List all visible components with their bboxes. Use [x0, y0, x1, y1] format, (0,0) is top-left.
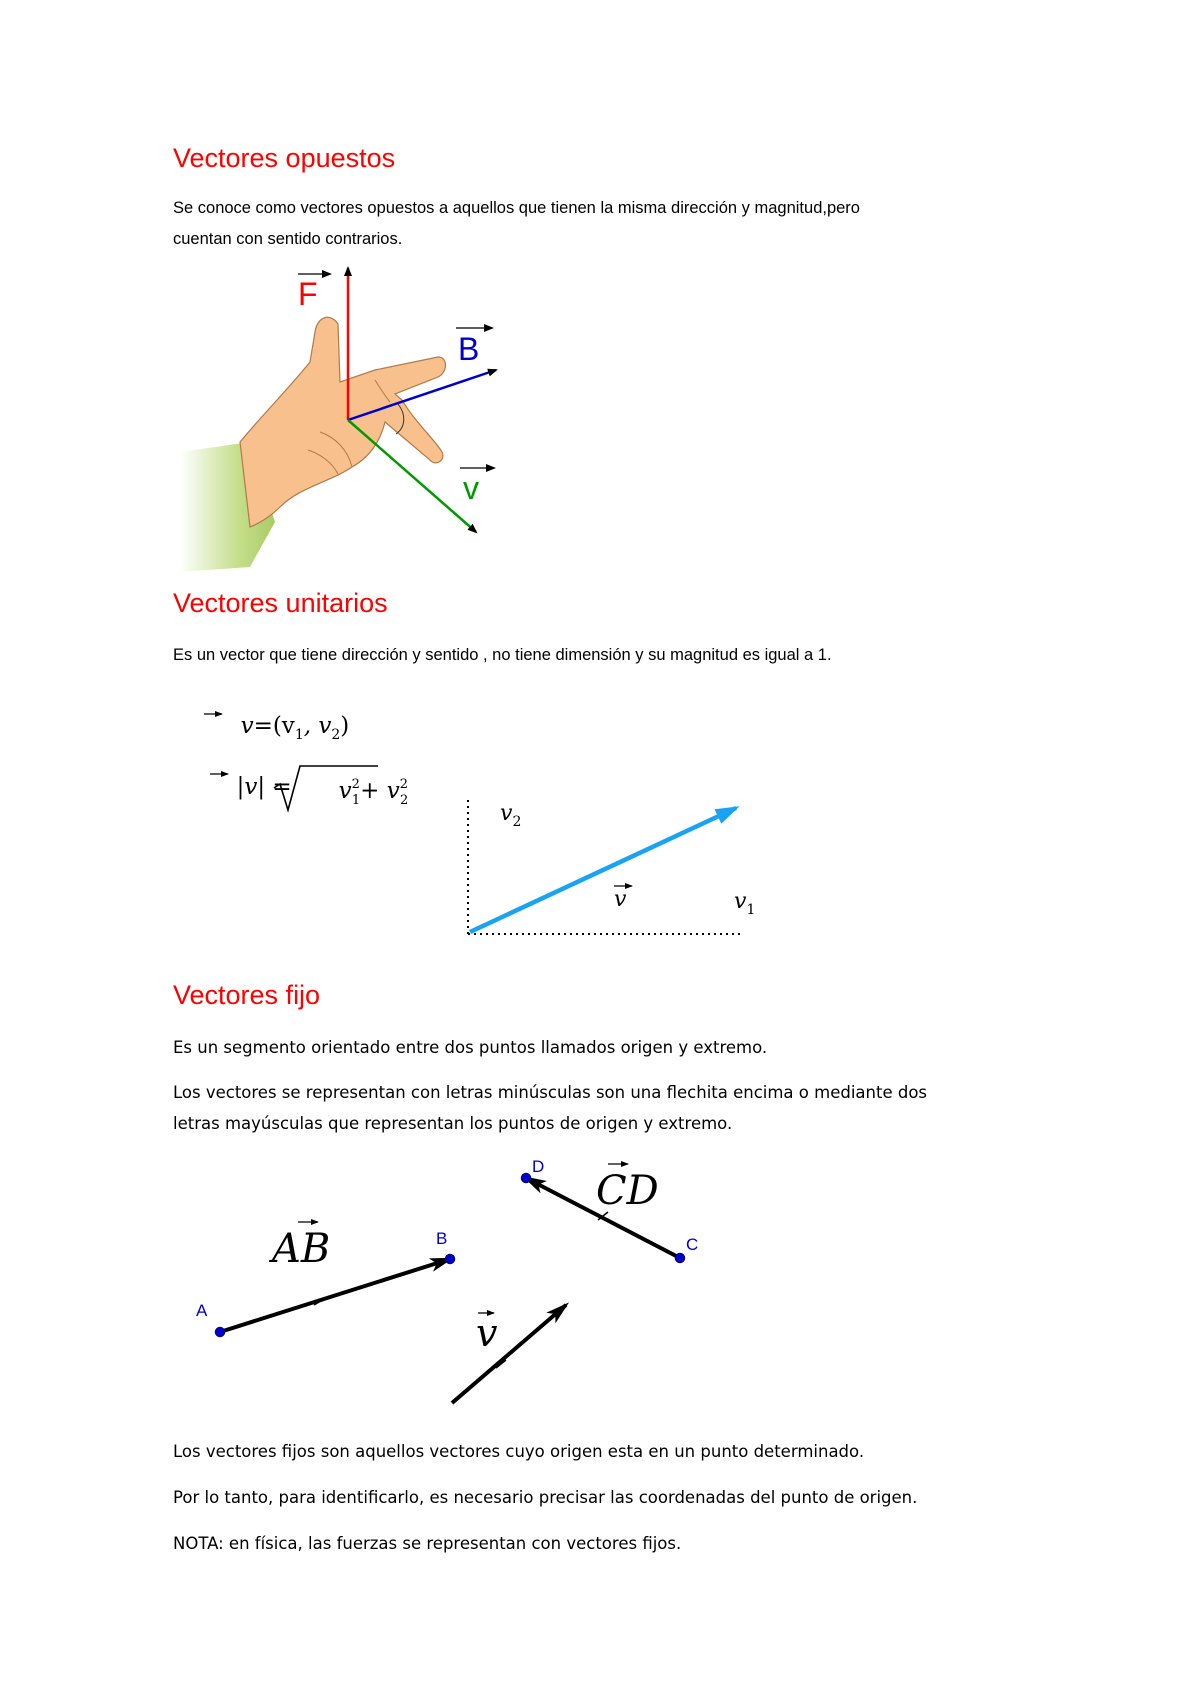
paragraph-fijo-3: Los vectores fijos son aquellos vectores cuyo origen esta en un punto determinado. — [173, 1442, 865, 1461]
point-c-label: C — [686, 1235, 699, 1254]
unit-vector-diagram — [458, 786, 758, 942]
point-c-dot — [675, 1253, 685, 1263]
formula-def: $v=(v_1$, $v_2$) — [240, 713, 350, 743]
heading-vectores-opuestos: Vectores opuestos — [173, 143, 396, 173]
paragraph-fijo-5: NOTA: en física, las fuerzas se representan con vectores fijos. — [173, 1534, 682, 1553]
label-f: F — [298, 276, 318, 312]
fixed-vectors-diagram — [190, 1150, 730, 1410]
label-v2: $v_2$ — [500, 801, 522, 830]
formula-magnitude: |v| = — [236, 774, 292, 800]
point-a-dot — [215, 1327, 225, 1337]
point-a-label: A — [196, 1301, 208, 1320]
heading-vectores-fijo: Vectores fijo — [173, 980, 321, 1010]
label-cd: CD — [596, 1168, 659, 1214]
unit-vector-formulas — [196, 700, 426, 830]
label-v1: $v_1$ — [734, 889, 756, 918]
point-d-dot — [521, 1173, 531, 1183]
label-ab: AB — [272, 1226, 331, 1272]
point-d-label: D — [532, 1157, 545, 1176]
paragraph-unitarios: Es un vector que tiene dirección y sentido , no tiene dimensión y su magnitud es igual a 1. — [173, 646, 832, 664]
label-b: B — [458, 331, 480, 367]
paragraph-fijo-1: Es un segmento orientado entre dos puntos llamados origen y extremo. — [173, 1038, 768, 1057]
paragraph-opuestos-line1: Se conoce como vectores opuestos a aquellos que tienen la misma dirección y magnitud,pero — [173, 199, 860, 217]
paragraph-fijo-2-line2: letras mayúsculas que representan los puntos de origen y extremo. — [173, 1114, 733, 1133]
unit-vector-arrow — [470, 808, 736, 932]
paragraph-opuestos-line2: cuentan con sentido contrarios. — [173, 230, 403, 248]
label-v: v — [463, 470, 479, 506]
paragraph-fijo-4: Por lo tanto, para identificarlo, es necesario precisar las coordenadas del punto de origen. — [173, 1488, 918, 1507]
vector-v-free-arrow — [452, 1305, 566, 1403]
paragraph-fijo-2-line1: Los vectores se representan con letras minúsculas son una flechita encima o mediante dos — [173, 1083, 928, 1102]
heading-vectores-unitarios: Vectores unitarios — [173, 588, 388, 618]
svg-text:v21+ v22: $v^2$ $1+ v^2$ 2 — [338, 777, 409, 808]
point-b-label: B — [436, 1229, 448, 1248]
vector-ab-arrow — [220, 1259, 450, 1332]
hand-rule-figure — [180, 262, 520, 572]
label-v-unit: v — [614, 887, 627, 912]
hand-shape — [240, 317, 446, 527]
point-b-dot — [445, 1254, 455, 1264]
label-v-free: v — [476, 1311, 498, 1355]
